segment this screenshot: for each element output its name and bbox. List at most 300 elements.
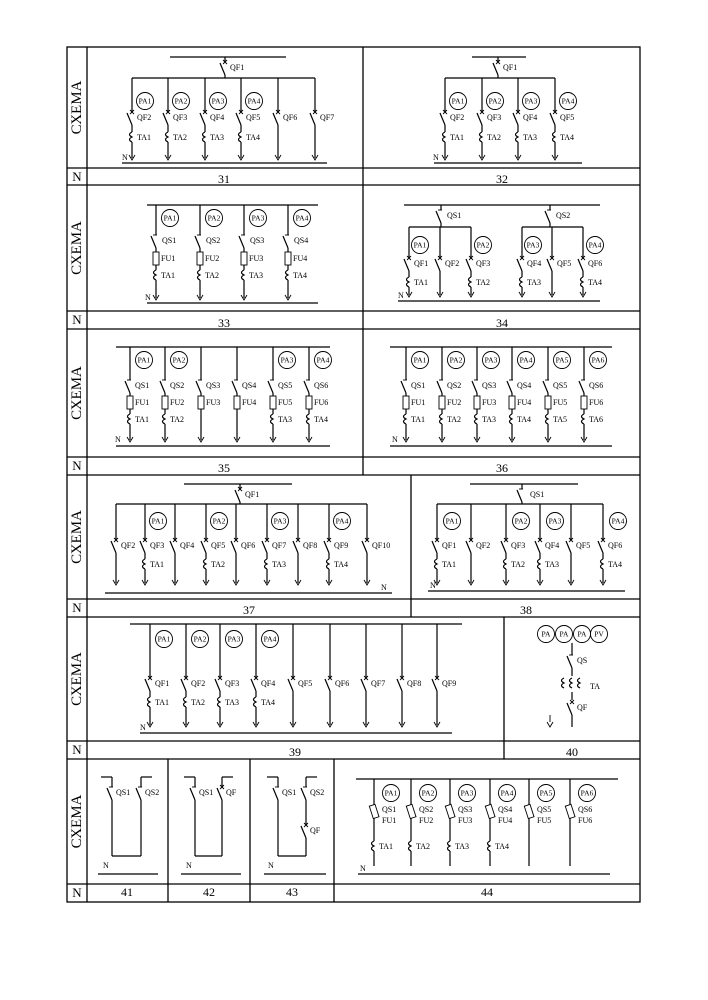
fuse-label: FU2 bbox=[447, 398, 462, 407]
meter-label: PA1 bbox=[163, 213, 177, 223]
breaker-label: QF1 bbox=[230, 63, 245, 72]
current-transformer-symbol bbox=[435, 559, 438, 569]
breaker-label: QF4 bbox=[527, 259, 542, 268]
breaker-label: QF7 bbox=[320, 113, 335, 122]
wire bbox=[127, 113, 132, 125]
fuse-symbol bbox=[234, 396, 240, 409]
meter-label: PA3 bbox=[484, 355, 498, 365]
breaker-label: QF1 bbox=[245, 490, 260, 499]
wire bbox=[435, 259, 440, 271]
breaker-label: QF5 bbox=[560, 113, 575, 122]
switch-label: QS1 bbox=[135, 381, 150, 390]
switch-label: QS1 bbox=[199, 788, 214, 797]
scheme-43 bbox=[264, 777, 326, 874]
scheme-number bbox=[286, 885, 298, 899]
ct-label: TA4 bbox=[293, 271, 308, 280]
wire bbox=[231, 541, 236, 553]
wire bbox=[325, 679, 330, 691]
wire bbox=[361, 679, 366, 691]
wire bbox=[145, 679, 150, 691]
switch-label: QS4 bbox=[517, 381, 532, 390]
ct-label: TA4 bbox=[495, 842, 510, 851]
wire bbox=[125, 381, 130, 393]
breaker-label: QF8 bbox=[407, 679, 422, 688]
scheme-38 bbox=[428, 484, 627, 591]
current-transformer-symbol bbox=[480, 132, 483, 142]
breaker-label: QF2 bbox=[476, 541, 491, 550]
switch-label: QS6 bbox=[589, 381, 604, 390]
meter-label: PV bbox=[594, 629, 604, 639]
scheme-41 bbox=[98, 777, 159, 874]
meter-label: PA1 bbox=[151, 516, 165, 526]
meter-label: PA bbox=[559, 629, 569, 639]
ct-label: TA4 bbox=[517, 415, 532, 424]
fuse-symbol bbox=[153, 252, 159, 265]
ct-label: TA3 bbox=[249, 271, 264, 280]
meter-label: PA4 bbox=[588, 240, 602, 250]
meter-label: PA3 bbox=[460, 788, 474, 798]
current-transformer-symbol bbox=[601, 559, 604, 569]
wire bbox=[432, 541, 437, 553]
fuse-label: FU4 bbox=[242, 398, 257, 407]
wire bbox=[140, 541, 145, 553]
fuse-label: FU6 bbox=[589, 398, 604, 407]
meter-label: PA2 bbox=[212, 516, 226, 526]
scheme-number: 39 bbox=[289, 745, 301, 759]
meter-label: PA4 bbox=[335, 516, 349, 526]
side-label: СХЕМА bbox=[69, 80, 85, 135]
wire bbox=[283, 236, 288, 248]
fuse-label: FU3 bbox=[458, 816, 473, 825]
meter-label: PA3 bbox=[273, 516, 287, 526]
current-transformer-symbol bbox=[510, 414, 513, 424]
breaker-label: QF10 bbox=[372, 541, 391, 550]
meter-label: PA5 bbox=[539, 788, 553, 798]
ct-label: TA2 bbox=[447, 415, 462, 424]
table-frame bbox=[67, 47, 640, 902]
current-transformer-symbol bbox=[166, 132, 169, 142]
fuse-label: FU2 bbox=[170, 398, 185, 407]
fuse-symbol bbox=[197, 252, 203, 265]
scheme-number bbox=[520, 603, 532, 617]
wire bbox=[201, 541, 206, 553]
breaker-label: QF4 bbox=[523, 113, 538, 122]
meter-label: PA2 bbox=[172, 355, 186, 365]
current-transformer-symbol bbox=[218, 697, 221, 707]
side-label: СХЕМА bbox=[69, 510, 85, 564]
breaker-label: QF bbox=[310, 826, 321, 835]
current-transformer-symbol bbox=[581, 277, 584, 287]
scheme-number: 32 bbox=[496, 172, 508, 186]
meter-label: PA1 bbox=[138, 96, 152, 106]
fuse-symbol bbox=[403, 396, 409, 409]
ct-label: TA3 bbox=[278, 415, 293, 424]
fuse-label: FU5 bbox=[278, 398, 293, 407]
ct-label: TA1 bbox=[414, 278, 429, 287]
wire bbox=[304, 381, 309, 393]
fuse-switch-symbol bbox=[524, 804, 534, 818]
ct-label: TA4 bbox=[261, 698, 276, 707]
switch-label: QS1 bbox=[411, 381, 426, 390]
scheme-32 bbox=[433, 57, 582, 163]
meter-label: PA2 bbox=[174, 96, 188, 106]
wire bbox=[262, 541, 267, 553]
meter-label: PA1 bbox=[413, 240, 427, 250]
wire bbox=[111, 541, 116, 553]
fuse-symbol bbox=[241, 252, 247, 265]
switch-label: QS2 bbox=[170, 381, 185, 390]
current-transformer-symbol bbox=[198, 270, 201, 280]
breaker-label: QF4 bbox=[210, 113, 225, 122]
scheme-number bbox=[496, 172, 508, 186]
wire bbox=[160, 381, 165, 393]
n-label: N bbox=[360, 864, 366, 873]
wire bbox=[547, 259, 552, 271]
wire bbox=[220, 63, 225, 75]
n-label: N bbox=[430, 581, 436, 590]
fuse-symbol bbox=[581, 396, 587, 409]
scheme-36 bbox=[390, 347, 612, 446]
ct-label: TA4 bbox=[560, 133, 575, 142]
meter-label: PA bbox=[577, 629, 587, 639]
breaker-label: QF6 bbox=[608, 541, 623, 550]
breaker-label: QF5 bbox=[576, 541, 591, 550]
meter-label: PA2 bbox=[421, 788, 435, 798]
wire bbox=[236, 113, 241, 125]
breaker-label: QF9 bbox=[442, 679, 457, 688]
breaker-label: QF4 bbox=[261, 679, 276, 688]
ct-label: TA2 bbox=[170, 415, 185, 424]
n-label: N bbox=[186, 861, 192, 870]
meter-label: PA3 bbox=[548, 516, 562, 526]
wire bbox=[195, 236, 200, 248]
ct-label: TA1 bbox=[155, 698, 170, 707]
ct-label: TA1 bbox=[150, 560, 165, 569]
n-label: N bbox=[381, 583, 387, 592]
wire bbox=[440, 113, 445, 125]
wire bbox=[301, 788, 306, 800]
ct-label: TA3 bbox=[545, 560, 560, 569]
fuse-symbol bbox=[198, 396, 204, 409]
current-transformer-symbol bbox=[407, 277, 410, 287]
switch-label: QS3 bbox=[206, 381, 221, 390]
ct-label: TA1 bbox=[379, 842, 394, 851]
current-transformer-symbol bbox=[239, 132, 242, 142]
wire bbox=[567, 703, 572, 715]
breaker-label: QF1 bbox=[414, 259, 429, 268]
breaker-label: QF bbox=[226, 788, 237, 797]
ct-label: TA4 bbox=[314, 415, 329, 424]
wire bbox=[288, 679, 293, 691]
fuse-label: FU1 bbox=[411, 398, 426, 407]
meter-label: PA2 bbox=[514, 516, 528, 526]
scheme-44 bbox=[356, 779, 618, 874]
fuse-label: FU6 bbox=[578, 816, 593, 825]
meter-label: PA2 bbox=[449, 355, 463, 365]
current-transformer-symbol bbox=[443, 132, 446, 142]
wire bbox=[477, 113, 482, 125]
switch-label: QS6 bbox=[314, 381, 329, 390]
scheme-number: 41 bbox=[121, 885, 133, 899]
current-transformer-symbol bbox=[254, 697, 257, 707]
scheme-number bbox=[203, 885, 215, 899]
meter-label: PA4 bbox=[263, 634, 277, 644]
scheme-40 bbox=[538, 626, 608, 728]
wire bbox=[136, 788, 141, 800]
wire bbox=[598, 541, 603, 553]
fuse-switch-symbol bbox=[485, 804, 495, 818]
scheme-number bbox=[481, 885, 493, 899]
current-transformer-symbol bbox=[504, 559, 507, 569]
breaker-label: QF3 bbox=[487, 113, 502, 122]
ct-label: TA4 bbox=[246, 133, 261, 142]
meter-label: PA3 bbox=[280, 355, 294, 365]
current-transformer-symbol bbox=[469, 277, 472, 287]
breaker-label: QF1 bbox=[503, 63, 518, 72]
wire bbox=[200, 113, 205, 125]
switch-label: QS5 bbox=[278, 381, 293, 390]
breaker-label: QF bbox=[577, 703, 588, 712]
meter-label: PA2 bbox=[476, 240, 490, 250]
ct-label: TA3 bbox=[455, 842, 470, 851]
fuse-label: FU4 bbox=[517, 398, 532, 407]
side-label: СХЕМА bbox=[69, 366, 85, 420]
fuse-switch-symbol bbox=[565, 804, 575, 818]
current-transformer-symbol bbox=[154, 270, 157, 280]
n-label: N bbox=[72, 600, 82, 615]
wire bbox=[401, 381, 406, 393]
wire bbox=[579, 381, 584, 393]
ct-label: TA2 bbox=[476, 278, 491, 287]
wire bbox=[301, 826, 306, 838]
current-transformer-symbol bbox=[163, 414, 166, 424]
current-transformer-symbol bbox=[546, 414, 549, 424]
breaker-label: QF9 bbox=[334, 541, 349, 550]
breaker-label: QF4 bbox=[545, 541, 560, 550]
switch-label: QS4 bbox=[242, 381, 257, 390]
fuse-label: FU1 bbox=[161, 254, 176, 263]
scheme-34 bbox=[398, 205, 604, 301]
scheme-number: 34 bbox=[496, 316, 508, 330]
ct-label: TA3 bbox=[210, 133, 225, 142]
meter-label: PA3 bbox=[526, 240, 540, 250]
current-transformer-symbol bbox=[271, 414, 274, 424]
breaker-label: QF5 bbox=[246, 113, 261, 122]
ct-label: TA1 bbox=[411, 415, 426, 424]
switch-label: QS1 bbox=[530, 490, 545, 499]
meter-label: PA5 bbox=[555, 355, 569, 365]
scheme-number bbox=[243, 603, 255, 617]
ct-label: TA bbox=[590, 682, 601, 691]
wire bbox=[232, 381, 237, 393]
scheme-number: 37 bbox=[243, 603, 255, 617]
wire bbox=[404, 259, 409, 271]
current-transformer-symbol bbox=[327, 559, 330, 569]
ct-label: TA2 bbox=[173, 133, 188, 142]
breaker-label: QF7 bbox=[272, 541, 287, 550]
switch-label: QS5 bbox=[537, 805, 552, 814]
n-label: N bbox=[122, 153, 128, 162]
switch-label: QS5 bbox=[553, 381, 568, 390]
scheme-33 bbox=[145, 205, 318, 303]
wire bbox=[567, 656, 572, 668]
current-transformer-symbol bbox=[203, 132, 206, 142]
scheme-31 bbox=[122, 57, 334, 163]
meter-label: PA6 bbox=[591, 355, 605, 365]
current-transformer-symbol bbox=[475, 414, 478, 424]
scheme-37 bbox=[105, 484, 392, 593]
wire bbox=[397, 679, 402, 691]
scheme-number bbox=[566, 745, 578, 759]
wire bbox=[501, 541, 506, 553]
wire bbox=[324, 541, 329, 553]
n-label: N bbox=[433, 153, 439, 162]
n-label: N bbox=[268, 861, 274, 870]
breaker-label: QF2 bbox=[137, 113, 152, 122]
wire bbox=[196, 381, 201, 393]
meter-label: PA1 bbox=[445, 516, 459, 526]
breaker-label: QF1 bbox=[155, 679, 170, 688]
n-label: N bbox=[72, 169, 82, 184]
meter-label: PA4 bbox=[611, 516, 625, 526]
wire bbox=[181, 679, 186, 691]
current-transformer-symbol bbox=[130, 132, 133, 142]
fuse-switch-symbol bbox=[445, 804, 455, 818]
ct-label: TA3 bbox=[225, 698, 240, 707]
ct-label: TA1 bbox=[137, 133, 152, 142]
fuse-label: FU2 bbox=[419, 816, 434, 825]
switch-label: QS bbox=[577, 656, 588, 665]
meter-label: PA1 bbox=[157, 634, 171, 644]
wire bbox=[217, 788, 222, 800]
current-transformer-symbol bbox=[286, 270, 289, 280]
meter-label: PA3 bbox=[227, 634, 241, 644]
fuse-label: FU3 bbox=[249, 254, 264, 263]
switch-label: QS4 bbox=[498, 805, 513, 814]
wire bbox=[251, 679, 256, 691]
breaker-label: QF3 bbox=[150, 541, 165, 550]
current-transformer-symbol bbox=[582, 414, 585, 424]
fuse-symbol bbox=[474, 396, 480, 409]
switch-label: QS2 bbox=[556, 211, 571, 220]
breaker-label: QF1 bbox=[442, 541, 457, 550]
breaker-label: QF5 bbox=[298, 679, 313, 688]
breaker-label: QF2 bbox=[191, 679, 206, 688]
ct-label: TA1 bbox=[161, 271, 176, 280]
fuse-label: FU5 bbox=[553, 398, 568, 407]
breaker-label: QF2 bbox=[121, 541, 136, 550]
breaker-label: QF3 bbox=[173, 113, 188, 122]
meter-label: PA1 bbox=[451, 96, 465, 106]
switch-label: QS2 bbox=[310, 788, 325, 797]
wire bbox=[310, 113, 315, 125]
current-transformer-symbol bbox=[204, 559, 207, 569]
ct-label: TA2 bbox=[487, 133, 502, 142]
current-transformer-symbol bbox=[128, 414, 131, 424]
switch-label: QS3 bbox=[482, 381, 497, 390]
current-transformer-symbol bbox=[184, 697, 187, 707]
current-transformer-symbol bbox=[404, 414, 407, 424]
switch-label: QS1 bbox=[382, 805, 397, 814]
side-label: СХЕМА bbox=[69, 794, 85, 849]
meter-label: PA2 bbox=[193, 634, 207, 644]
ct-label: TA2 bbox=[211, 560, 226, 569]
breaker-label: QF8 bbox=[303, 541, 318, 550]
current-transformer-symbol bbox=[538, 559, 541, 569]
ct-label: TA2 bbox=[416, 842, 431, 851]
wire bbox=[472, 381, 477, 393]
current-transformer-symbol bbox=[409, 841, 412, 851]
fuse-symbol bbox=[509, 396, 515, 409]
ct-label: TA2 bbox=[205, 271, 220, 280]
meter-label: PA4 bbox=[500, 788, 514, 798]
scheme-number bbox=[218, 316, 230, 330]
scheme-number: 35 bbox=[218, 461, 230, 475]
n-label: N bbox=[72, 885, 82, 900]
current-transformer-symbol bbox=[570, 678, 573, 688]
switch-label: QS1 bbox=[116, 788, 131, 797]
fuse-label: FU1 bbox=[382, 816, 397, 825]
ct-label: TA3 bbox=[272, 560, 287, 569]
n-label: N bbox=[72, 458, 82, 473]
scheme-number: 36 bbox=[496, 461, 508, 475]
breaker-label: QF6 bbox=[241, 541, 256, 550]
fuse-symbol bbox=[545, 396, 551, 409]
scheme-35 bbox=[115, 347, 332, 446]
ct-label: TA4 bbox=[334, 560, 349, 569]
fuse-symbol bbox=[270, 396, 276, 409]
wire bbox=[466, 259, 471, 271]
breaker-label: QF2 bbox=[450, 113, 465, 122]
switch-label: QS1 bbox=[447, 211, 462, 220]
n-label: N bbox=[392, 435, 398, 444]
scheme-number: 38 bbox=[520, 603, 532, 617]
meter-label: PA4 bbox=[561, 96, 575, 106]
wire bbox=[163, 113, 168, 125]
scheme-number: 33 bbox=[218, 316, 230, 330]
switch-label: QS1 bbox=[162, 236, 177, 245]
scheme-number bbox=[218, 172, 230, 186]
switch-label: QS2 bbox=[145, 788, 160, 797]
n-label: N bbox=[103, 861, 109, 870]
meter-label: PA1 bbox=[384, 788, 398, 798]
scheme-number bbox=[121, 885, 133, 899]
wire bbox=[517, 259, 522, 271]
scheme-number: 43 bbox=[286, 885, 298, 899]
outgoing-arrow bbox=[547, 722, 553, 727]
breaker-label: QF3 bbox=[225, 679, 240, 688]
fuse-label: FU2 bbox=[205, 254, 220, 263]
side-label: СХЕМА bbox=[69, 221, 85, 275]
fuse-symbol bbox=[162, 396, 168, 409]
scheme-number bbox=[496, 461, 508, 475]
meter-label: PA bbox=[541, 629, 551, 639]
wire bbox=[437, 381, 442, 393]
wire bbox=[273, 113, 278, 125]
ct-label: TA3 bbox=[527, 278, 542, 287]
current-transformer-symbol bbox=[488, 841, 491, 851]
wire bbox=[239, 236, 244, 248]
switch-label: QS2 bbox=[419, 805, 434, 814]
breaker-label: QF4 bbox=[180, 541, 195, 550]
scheme-number: 44 bbox=[481, 885, 493, 899]
fuse-label: FU3 bbox=[482, 398, 497, 407]
ct-label: TA2 bbox=[511, 560, 526, 569]
n-label: N bbox=[140, 723, 146, 732]
current-transformer-symbol bbox=[440, 414, 443, 424]
wire bbox=[107, 788, 112, 800]
breaker-label: QF2 bbox=[445, 259, 460, 268]
